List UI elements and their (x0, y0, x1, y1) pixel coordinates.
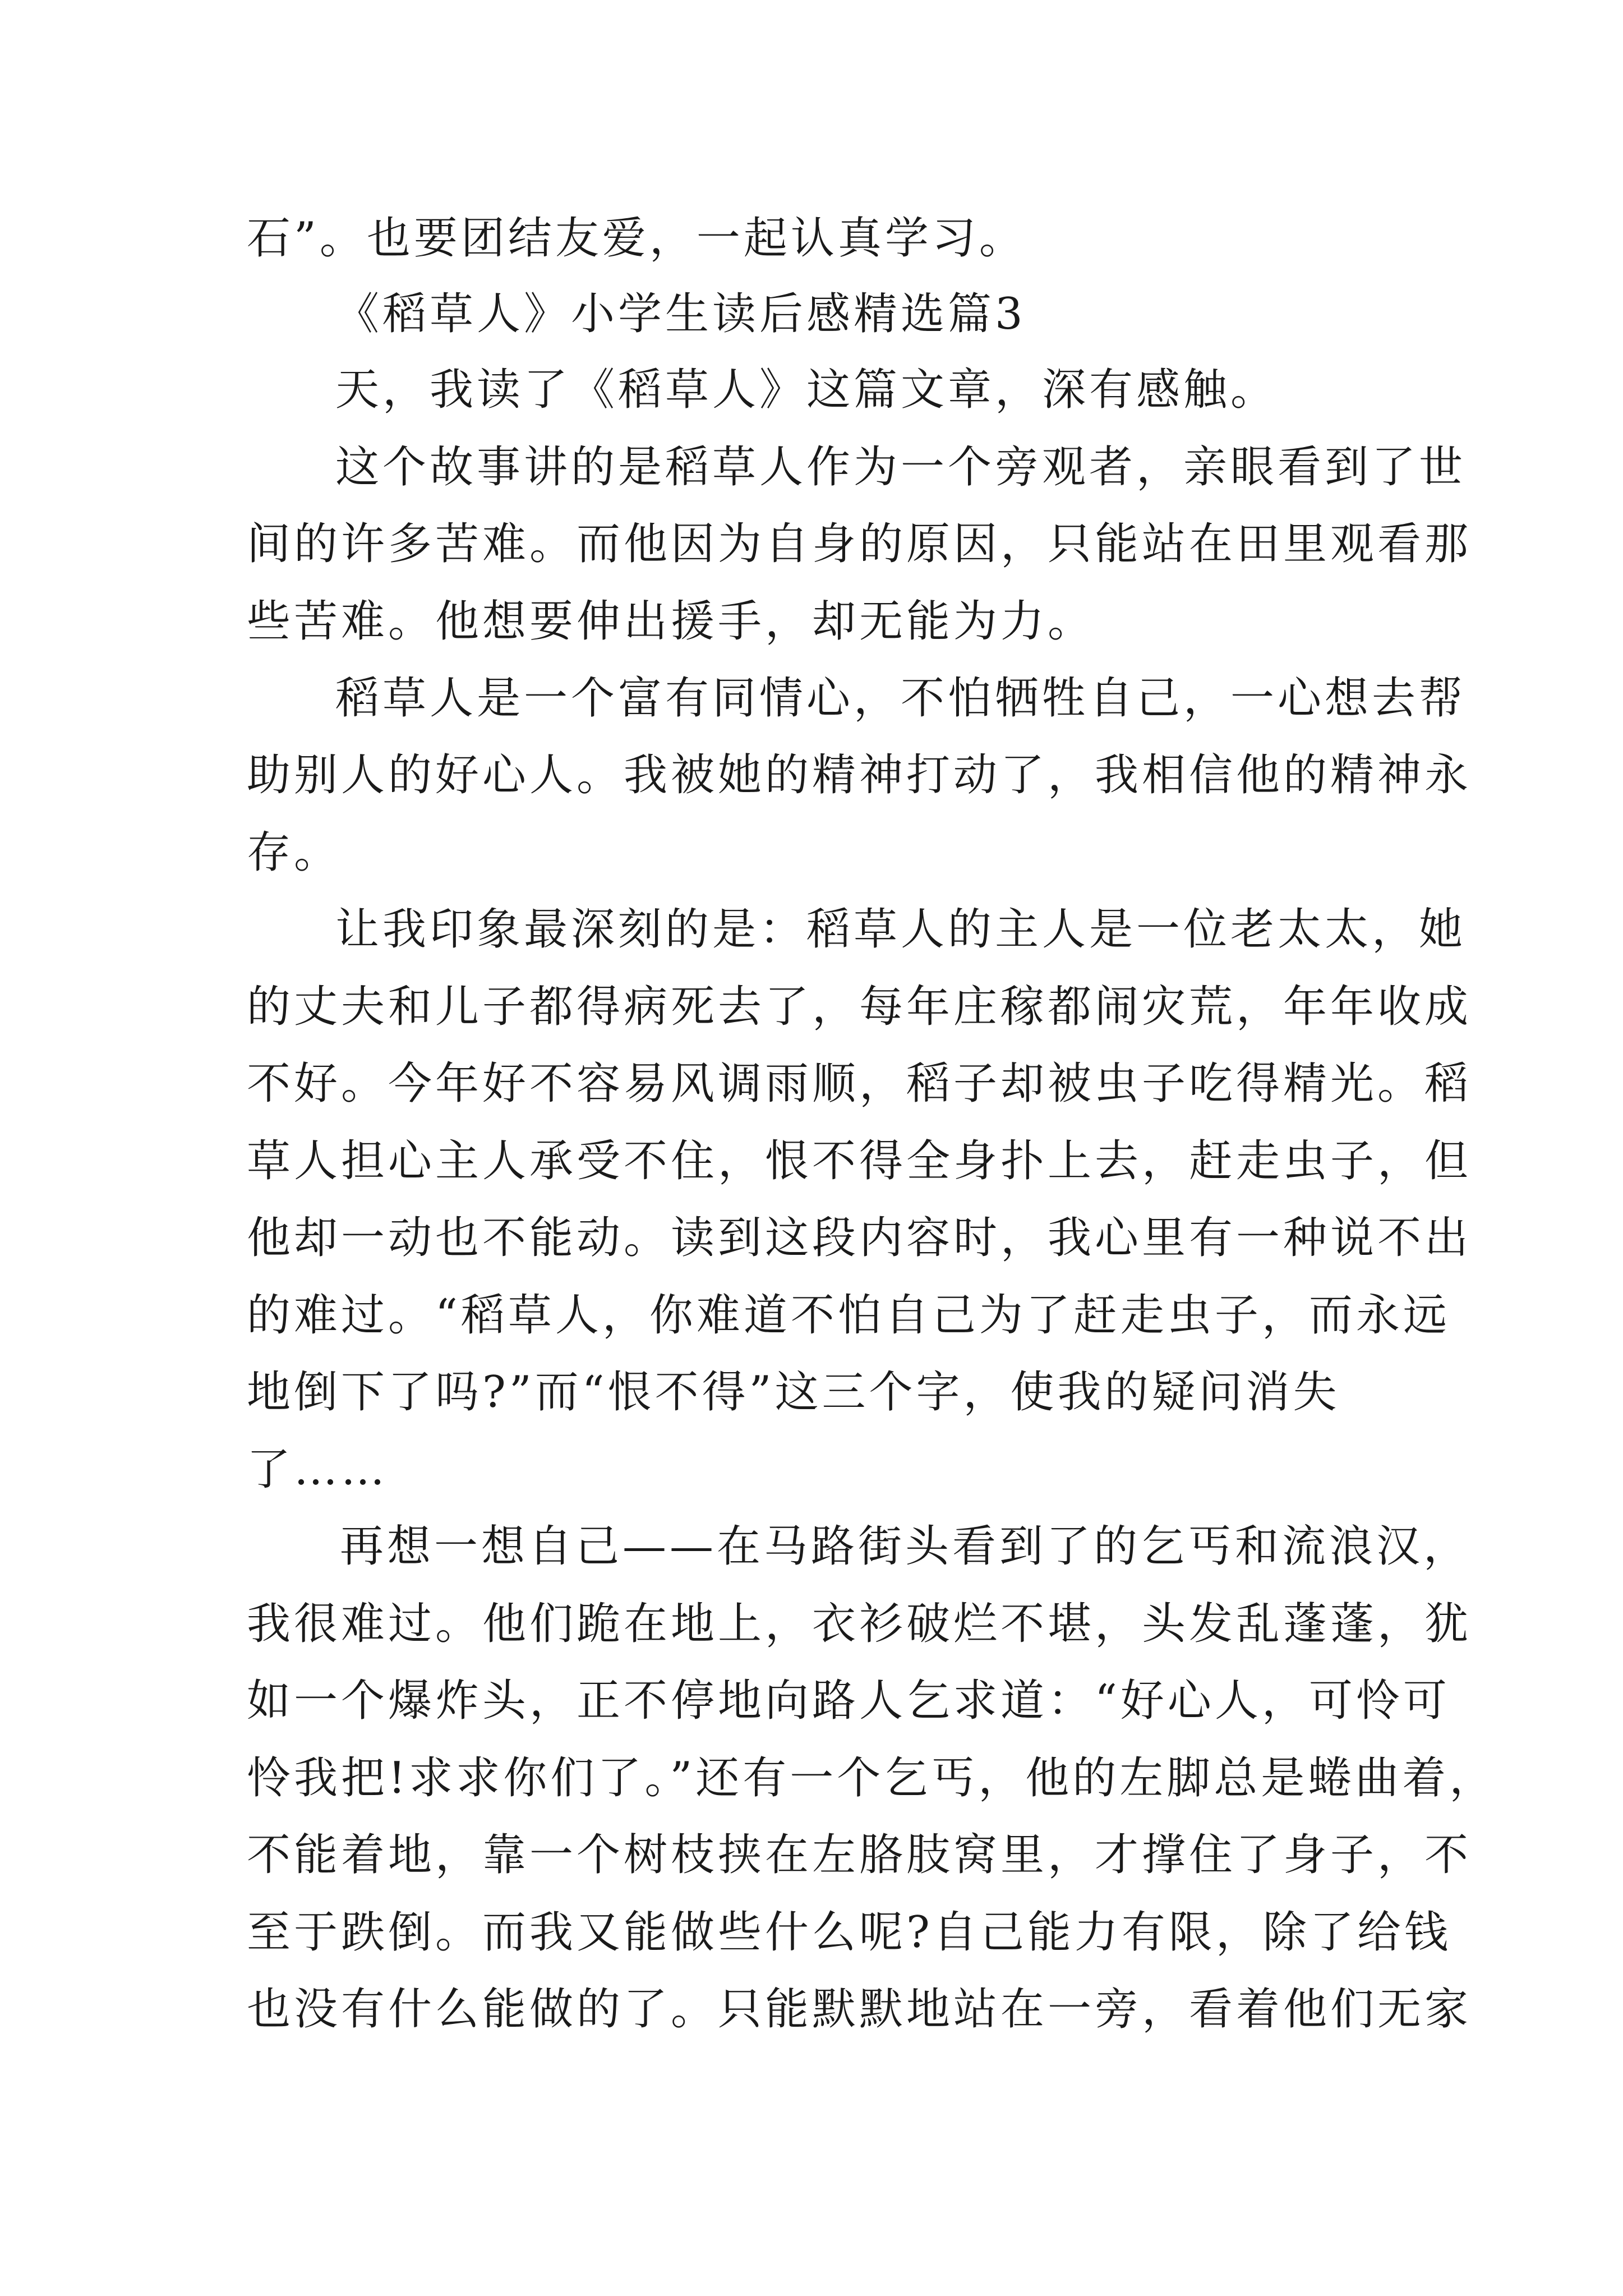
paragraph-line: 不好。今年好不容易风调雨顺，稻子却被虫子吃得精光。稻 (247, 1059, 1472, 1109)
paragraph-line: 间的许多苦难。而他因为自身的原因，只能站在田里观看那 (247, 519, 1472, 569)
paragraph-line: 他却一动也不能动。读到这段内容时，我心里有一种说不出 (247, 1213, 1472, 1263)
paragraph-line: 草人担心主人承受不住，恨不得全身扑上去，赶走虫子，但 (247, 1136, 1472, 1186)
paragraph-line: 地倒下了吗?”而“恨不得”这三个字，使我的疑问消失 (247, 1367, 1340, 1418)
paragraph-line: 助别人的好心人。我被她的精神打动了，我相信他的精神永 (247, 750, 1472, 800)
paragraph-line: 石”。也要团结友爱，一起认真学习。 (247, 213, 1026, 264)
paragraph-line: 天，我读了《稻草人》这篇文章，深有感触。 (335, 365, 1278, 415)
paragraph-line: 这个故事讲的是稻草人作为一个旁观者，亲眼看到了世 (335, 442, 1467, 493)
paragraph-line: 也没有什么能做的了。只能默默地站在一旁，看着他们无家 (247, 1984, 1472, 2035)
paragraph-line: 让我印象最深刻的是：稻草人的主人是一位老太太，她 (335, 904, 1467, 955)
section-heading: 《稻草人》小学生读后感精选篇3 (335, 289, 1026, 339)
paragraph-line: 再想一想自己——在马路街头看到了的乞丐和流浪汉， (340, 1521, 1471, 1572)
paragraph-line: 怜我把!求求你们了。”还有一个乞丐，他的左脚总是蜷曲着， (247, 1753, 1497, 1803)
paragraph-line: 如一个爆炸头，正不停地向路人乞求道：“好心人，可怜可 (247, 1676, 1450, 1726)
paragraph-line: 我很难过。他们跪在地上，衣衫破烂不堪，头发乱蓬蓬，犹 (247, 1599, 1472, 1649)
paragraph-line: 的丈夫和儿子都得病死去了，每年庄稼都闹灾荒，年年收成 (247, 982, 1472, 1032)
paragraph-line: 不能着地，靠一个树枝挟在左胳肢窝里，才撑住了身子，不 (247, 1830, 1472, 1880)
paragraph-line: 的难过。“稻草人，你难道不怕自己为了赶走虫子，而永远 (247, 1290, 1450, 1341)
paragraph-line: 了…… (247, 1444, 389, 1495)
paragraph-line: 存。 (247, 827, 342, 878)
paragraph-line: 些苦难。他想要伸出援手，却无能为力。 (247, 596, 1095, 647)
paragraph-line: 稻草人是一个富有同情心，不怕牺牲自己，一心想去帮 (335, 673, 1467, 724)
paragraph-line: 至于跌倒。而我又能做些什么呢?自己能力有限，除了给钱 (247, 1907, 1451, 1958)
